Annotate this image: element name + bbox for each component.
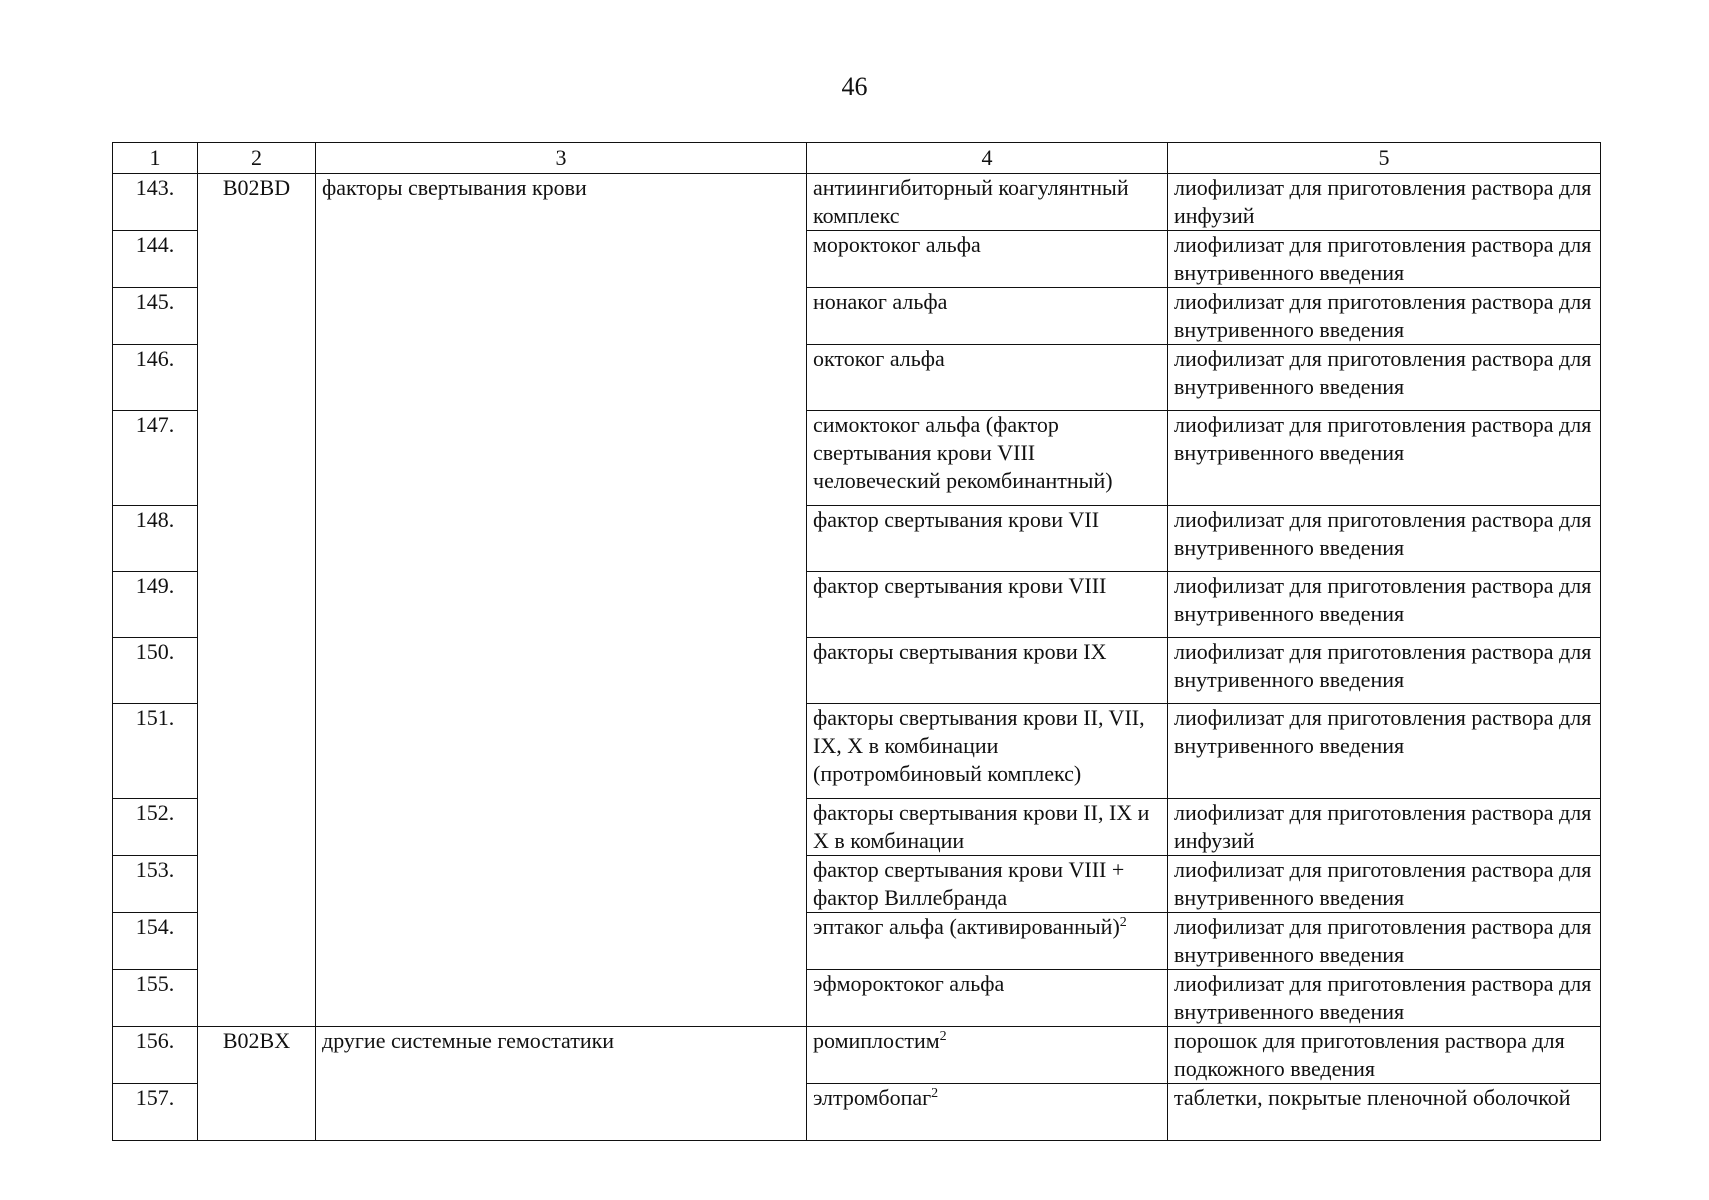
footnote-mark: 2 — [939, 1029, 947, 1044]
row-number: 152. — [113, 799, 198, 856]
page-number: 46 — [841, 72, 868, 101]
dosage-form: лиофилизат для приготовления раствора для внутривенного введения — [1168, 506, 1601, 572]
drug-name: эптаког альфа (активированный) — [813, 914, 1120, 939]
table-row — [113, 174, 1601, 231]
dosage-form: лиофилизат для приготовления раствора для внутривенного введения — [1168, 288, 1601, 345]
drug-name: октоког альфа — [807, 345, 1168, 411]
header-cell-3: 3 — [316, 143, 807, 174]
atc-code: B02BD — [198, 174, 316, 1027]
drug-table — [112, 142, 1601, 1141]
drug-name: фактор свертывания крови VII — [807, 506, 1168, 572]
row-number: 143. — [113, 174, 198, 231]
row-number: 155. — [113, 970, 198, 1027]
drug-name: факторы свертывания крови II, IX и X в комбинации — [807, 799, 1168, 856]
row-number: 146. — [113, 345, 198, 411]
dosage-form: лиофилизат для приготовления раствора для инфузий — [1168, 799, 1601, 856]
row-number: 157. — [113, 1084, 198, 1141]
row-number: 147. — [113, 411, 198, 506]
header-cell-5: 5 — [1168, 143, 1601, 174]
atc-code: B02BX — [198, 1027, 316, 1141]
dosage-form: порошок для приготовления раствора для подкожного введения — [1168, 1027, 1601, 1084]
drug-name: нонаког альфа — [807, 288, 1168, 345]
drug-name-cell — [807, 1084, 1168, 1141]
dosage-form: лиофилизат для приготовления раствора для внутривенного введения — [1168, 856, 1601, 913]
dosage-form: лиофилизат для приготовления раствора для внутривенного введения — [1168, 704, 1601, 799]
dosage-form: лиофилизат для приготовления раствора для инфузий — [1168, 174, 1601, 231]
header-cell-2: 2 — [198, 143, 316, 174]
drug-name: ромиплостим — [813, 1028, 940, 1053]
drug-name: факторы свертывания крови II, VII, IX, X в комбинации (протромбиновый комплекс) — [807, 704, 1168, 799]
row-number: 151. — [113, 704, 198, 799]
drug-name: симоктоког альфа (фактор свертывания крови VIII человеческий рекомбинантный) — [807, 411, 1168, 506]
drug-name: антиингибиторный коагулянтный комплекс — [807, 174, 1168, 231]
row-number: 148. — [113, 506, 198, 572]
drug-name-cell — [807, 1027, 1168, 1084]
drug-name: факторы свертывания крови IX — [807, 638, 1168, 704]
row-number: 150. — [113, 638, 198, 704]
row-number: 145. — [113, 288, 198, 345]
header-row — [113, 143, 1601, 174]
drug-name: мороктоког альфа — [807, 231, 1168, 288]
footnote-mark: 2 — [931, 1086, 939, 1101]
dosage-form: лиофилизат для приготовления раствора для внутривенного введения — [1168, 411, 1601, 506]
row-number: 153. — [113, 856, 198, 913]
drug-name: фактор свертывания крови VIII — [807, 572, 1168, 638]
group-title: факторы свертывания крови — [316, 174, 807, 1027]
footnote-mark: 2 — [1119, 915, 1127, 930]
drug-name: элтромбопаг — [813, 1085, 932, 1110]
drug-name: фактор свертывания крови VIII + фактор Виллебранда — [807, 856, 1168, 913]
row-number: 149. — [113, 572, 198, 638]
dosage-form: лиофилизат для приготовления раствора для внутривенного введения — [1168, 638, 1601, 704]
row-number: 154. — [113, 913, 198, 970]
dosage-form: лиофилизат для приготовления раствора для внутривенного введения — [1168, 970, 1601, 1027]
dosage-form: лиофилизат для приготовления раствора для внутривенного введения — [1168, 231, 1601, 288]
row-number: 156. — [113, 1027, 198, 1084]
dosage-form: лиофилизат для приготовления раствора для внутривенного введения — [1168, 572, 1601, 638]
header-cell-4: 4 — [807, 143, 1168, 174]
header-cell-1: 1 — [113, 143, 198, 174]
row-number: 144. — [113, 231, 198, 288]
group-title: другие системные гемостатики — [316, 1027, 807, 1141]
dosage-form: таблетки, покрытые пленочной оболочкой — [1168, 1084, 1601, 1141]
dosage-form: лиофилизат для приготовления раствора для внутривенного введения — [1168, 913, 1601, 970]
table-row — [113, 1027, 1601, 1084]
dosage-form: лиофилизат для приготовления раствора для внутривенного введения — [1168, 345, 1601, 411]
drug-name-cell — [807, 913, 1168, 970]
drug-name: эфмороктоког альфа — [807, 970, 1168, 1027]
